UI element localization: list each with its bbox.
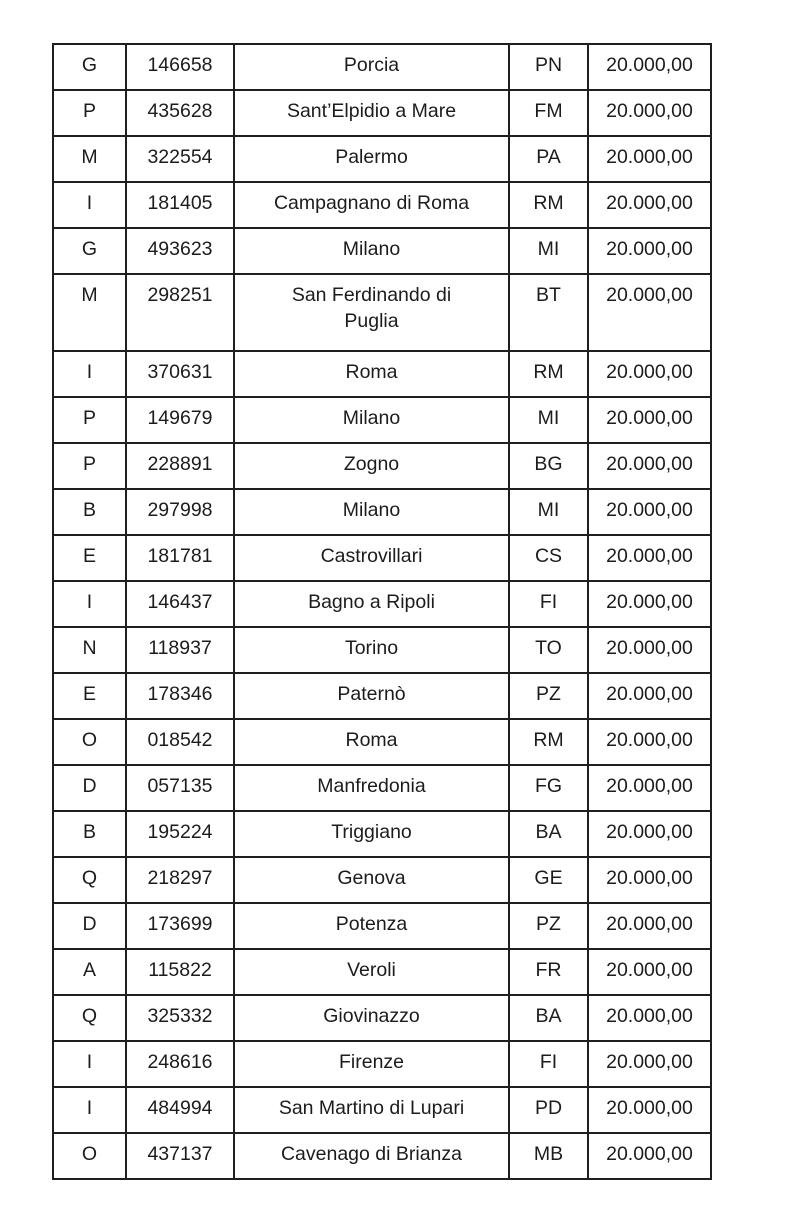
cell-city [234, 765, 509, 811]
cell-city [234, 228, 509, 274]
cell-city [234, 857, 509, 903]
cell-letter: P [53, 90, 126, 136]
table-row [53, 90, 711, 136]
cell-amount: 20.000,00 [588, 182, 711, 228]
cell-province: BT [509, 274, 588, 351]
table-row [53, 397, 711, 443]
cell-code: 118937 [126, 627, 234, 673]
cell-code: 370631 [126, 351, 234, 397]
cell-letter: G [53, 44, 126, 90]
city-text: Firenze [338, 1051, 405, 1073]
table-row [53, 765, 711, 811]
table-row [53, 903, 711, 949]
table-row [53, 1133, 711, 1179]
cell-code: 298251 [126, 274, 234, 351]
city-text: Torino [344, 637, 399, 659]
table-row [53, 673, 711, 719]
cell-letter: P [53, 443, 126, 489]
cell-letter: Q [53, 995, 126, 1041]
cell-city [234, 581, 509, 627]
cell-province: FR [509, 949, 588, 995]
cell-amount: 20.000,00 [588, 90, 711, 136]
cell-province: FI [509, 581, 588, 627]
table-row [53, 228, 711, 274]
cell-city [234, 995, 509, 1041]
cell-province: MB [509, 1133, 588, 1179]
cell-city [234, 949, 509, 995]
table-row [53, 274, 711, 351]
city-text: Campagnano di Roma [273, 192, 470, 214]
cell-province: TO [509, 627, 588, 673]
city-text: Manfredonia [317, 775, 426, 797]
cell-amount: 20.000,00 [588, 949, 711, 995]
city-text: Cavenago di Brianza [280, 1143, 463, 1165]
cell-city [234, 1133, 509, 1179]
cell-city [234, 719, 509, 765]
table-row [53, 136, 711, 182]
cell-code: 146658 [126, 44, 234, 90]
cell-province: FG [509, 765, 588, 811]
cell-province: MI [509, 489, 588, 535]
table-row [53, 581, 711, 627]
cell-amount: 20.000,00 [588, 903, 711, 949]
cell-letter: I [53, 182, 126, 228]
cell-code: 322554 [126, 136, 234, 182]
cell-code: 297998 [126, 489, 234, 535]
cell-amount: 20.000,00 [588, 627, 711, 673]
cell-province: PA [509, 136, 588, 182]
cell-code: 173699 [126, 903, 234, 949]
cell-city [234, 351, 509, 397]
cell-code: 181781 [126, 535, 234, 581]
cell-letter: D [53, 765, 126, 811]
cell-letter: M [53, 274, 126, 351]
cell-code: 218297 [126, 857, 234, 903]
cell-code: 181405 [126, 182, 234, 228]
cell-amount: 20.000,00 [588, 811, 711, 857]
city-text: Genova [337, 867, 406, 889]
city-text: Triggiano [331, 821, 412, 843]
cell-code: 493623 [126, 228, 234, 274]
cell-city [234, 903, 509, 949]
city-text: Paternò [337, 683, 406, 705]
table-row [53, 995, 711, 1041]
cell-letter: I [53, 1041, 126, 1087]
cell-code: 484994 [126, 1087, 234, 1133]
cell-letter: N [53, 627, 126, 673]
cell-amount: 20.000,00 [588, 719, 711, 765]
city-text: Palermo [335, 146, 408, 168]
cell-letter: E [53, 535, 126, 581]
cell-amount: 20.000,00 [588, 1041, 711, 1087]
cell-city [234, 535, 509, 581]
cell-code: 115822 [126, 949, 234, 995]
table-row [53, 351, 711, 397]
city-text: Roma [345, 729, 398, 751]
cell-amount: 20.000,00 [588, 489, 711, 535]
city-text: Zogno [343, 453, 400, 475]
cell-city [234, 136, 509, 182]
cell-province: BA [509, 811, 588, 857]
cell-amount: 20.000,00 [588, 44, 711, 90]
cell-code: 178346 [126, 673, 234, 719]
cell-amount: 20.000,00 [588, 1087, 711, 1133]
cell-code: 325332 [126, 995, 234, 1041]
table-row [53, 44, 711, 90]
cell-city [234, 1041, 509, 1087]
city-text: Veroli [347, 959, 396, 981]
cell-province: BA [509, 995, 588, 1041]
cell-letter: I [53, 351, 126, 397]
city-text: Castrovillari [320, 545, 423, 567]
cell-amount: 20.000,00 [588, 673, 711, 719]
table-row [53, 1041, 711, 1087]
cell-province: RM [509, 351, 588, 397]
cell-letter: O [53, 1133, 126, 1179]
cell-province: RM [509, 719, 588, 765]
cell-code: 057135 [126, 765, 234, 811]
city-text: Sant’Elpidio a Mare [286, 100, 457, 122]
cell-code: 437137 [126, 1133, 234, 1179]
cell-province: PD [509, 1087, 588, 1133]
table-row [53, 535, 711, 581]
cell-code: 149679 [126, 397, 234, 443]
table-row [53, 949, 711, 995]
cell-letter: B [53, 811, 126, 857]
beneficiaries-table [52, 43, 712, 1180]
table-row [53, 627, 711, 673]
cell-province: GE [509, 857, 588, 903]
cell-province: FM [509, 90, 588, 136]
cell-amount: 20.000,00 [588, 136, 711, 182]
cell-letter: M [53, 136, 126, 182]
cell-amount: 20.000,00 [588, 397, 711, 443]
cell-city [234, 443, 509, 489]
cell-letter: G [53, 228, 126, 274]
cell-code: 248616 [126, 1041, 234, 1087]
cell-code: 435628 [126, 90, 234, 136]
city-text: Porcia [343, 54, 400, 76]
table-row [53, 182, 711, 228]
cell-code: 018542 [126, 719, 234, 765]
cell-province: FI [509, 1041, 588, 1087]
cell-letter: A [53, 949, 126, 995]
cell-city [234, 627, 509, 673]
cell-letter: E [53, 673, 126, 719]
cell-province: BG [509, 443, 588, 489]
city-text: Bagno a Ripoli [308, 591, 435, 613]
city-text: Milano [342, 407, 401, 429]
cell-letter: Q [53, 857, 126, 903]
cell-city [234, 274, 509, 351]
cell-letter: D [53, 903, 126, 949]
table-row [53, 811, 711, 857]
city-text: Roma [345, 361, 398, 383]
table-row [53, 857, 711, 903]
cell-amount: 20.000,00 [588, 351, 711, 397]
cell-letter: B [53, 489, 126, 535]
cell-province: MI [509, 397, 588, 443]
cell-code: 146437 [126, 581, 234, 627]
cell-amount: 20.000,00 [588, 857, 711, 903]
table-row [53, 489, 711, 535]
cell-amount: 20.000,00 [588, 765, 711, 811]
table-body [53, 44, 711, 1179]
cell-city [234, 44, 509, 90]
cell-province: PZ [509, 903, 588, 949]
cell-province: RM [509, 182, 588, 228]
cell-province: CS [509, 535, 588, 581]
cell-letter: I [53, 581, 126, 627]
cell-amount: 20.000,00 [588, 443, 711, 489]
cell-amount: 20.000,00 [588, 228, 711, 274]
cell-amount: 20.000,00 [588, 581, 711, 627]
cell-amount: 20.000,00 [588, 995, 711, 1041]
table-row [53, 1087, 711, 1133]
cell-amount: 20.000,00 [588, 1133, 711, 1179]
cell-city [234, 90, 509, 136]
cell-city [234, 673, 509, 719]
cell-city [234, 811, 509, 857]
city-text: Giovinazzo [323, 1005, 420, 1027]
cell-province: PZ [509, 673, 588, 719]
city-text: San Martino di Lupari [278, 1097, 465, 1119]
cell-code: 228891 [126, 443, 234, 489]
cell-city [234, 489, 509, 535]
city-text: San Ferdinando di Puglia [291, 284, 452, 333]
city-text: Milano [342, 238, 401, 260]
cell-code: 195224 [126, 811, 234, 857]
cell-province: PN [509, 44, 588, 90]
cell-letter: I [53, 1087, 126, 1133]
cell-province: MI [509, 228, 588, 274]
city-text: Potenza [335, 913, 408, 935]
cell-city [234, 182, 509, 228]
table-row [53, 443, 711, 489]
city-text: Milano [342, 499, 401, 521]
cell-city [234, 397, 509, 443]
cell-amount: 20.000,00 [588, 274, 711, 351]
cell-letter: O [53, 719, 126, 765]
cell-city [234, 1087, 509, 1133]
cell-amount: 20.000,00 [588, 535, 711, 581]
table-row [53, 719, 711, 765]
cell-letter: P [53, 397, 126, 443]
